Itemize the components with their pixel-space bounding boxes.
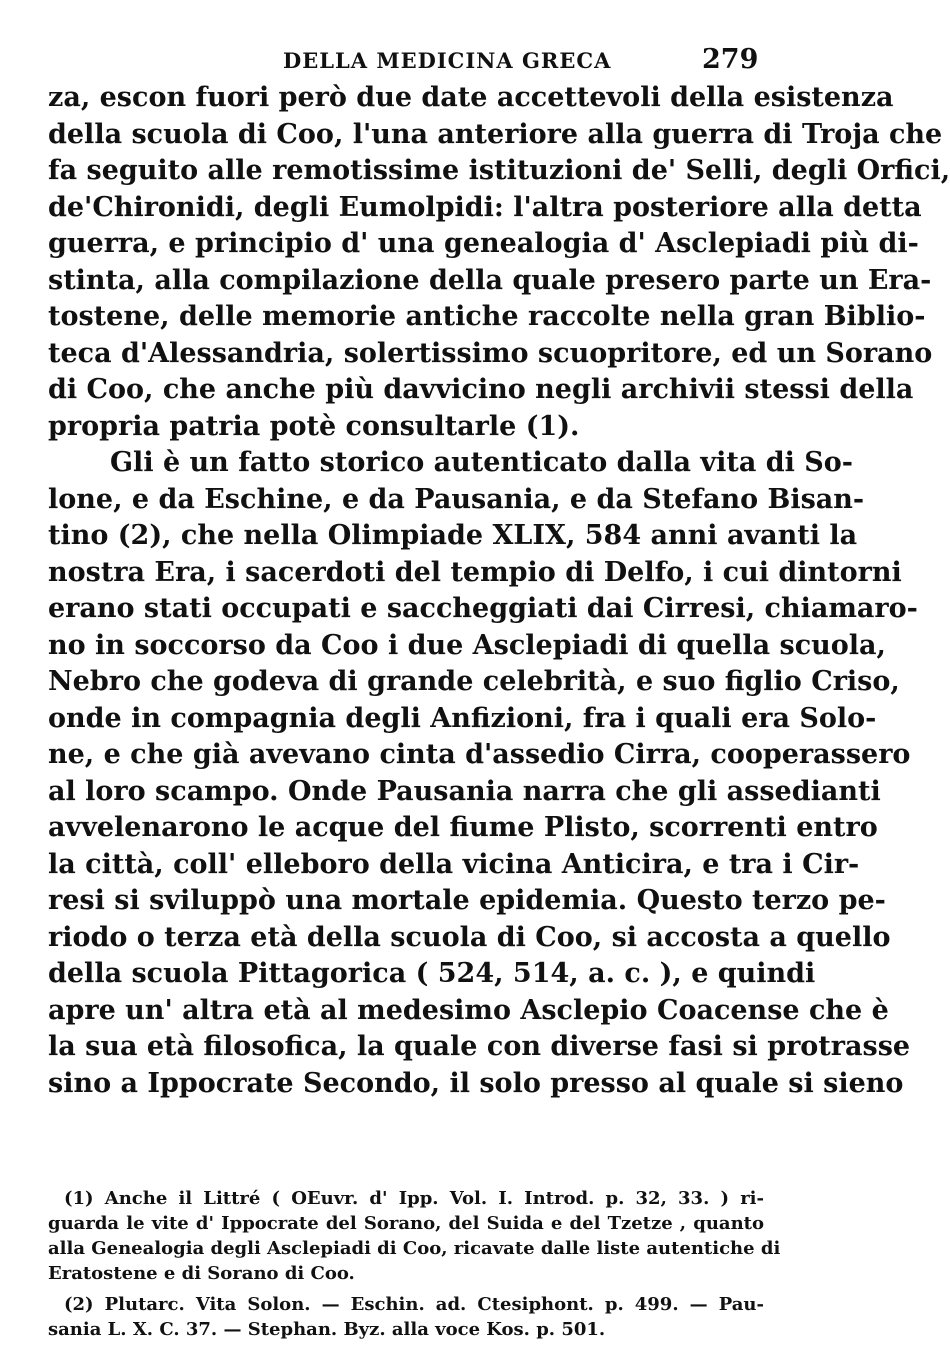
text-line: sino a Ippocrate Secondo, il solo presso al quale si sieno — [48, 1067, 904, 1099]
page-header — [0, 44, 800, 84]
text-line: tino (2), che nella Olimpiade XLIX, 584 anni avanti la — [48, 520, 858, 551]
text-line: onde in compagnia degli Anfizioni, fra i quali era Solo- — [48, 702, 877, 734]
footnote-line: Eratostene e di Sorano di Coo. — [48, 1263, 355, 1284]
text-line: teca d'Alessandria, solertissimo scuopritore, ed un Sorano — [48, 337, 933, 369]
footnote-line: sania L. X. C. 37. — Stephan. Byz. alla voce Kos. p. 501. — [48, 1319, 606, 1340]
text-line: al loro scampo. Onde Pausania narra che gli assedianti — [48, 775, 881, 807]
footnotes — [48, 1186, 781, 1342]
text-line: lone, e da Eschine, e da Pausania, e da Stefano Bisan- — [48, 483, 865, 515]
text-line: della scuola di Coo, l'una anteriore alla guerra di Troja che — [48, 118, 943, 150]
text-line: Gli è un fatto storico autenticato dalla vita di So- — [110, 447, 853, 478]
text-line: za, escon fuori però due date accettevoli della esistenza — [48, 82, 894, 113]
text-line: fa seguito alle remotissime istituzioni de' Selli, degli Orfici, — [48, 155, 950, 186]
text-line: resi si sviluppò una mortale epidemia. Questo terzo pe- — [48, 885, 886, 916]
text-line: nostra Era, i sacerdoti del tempio di Delfo, i cui dintorni — [48, 556, 902, 588]
text-line: propria patria potè consultarle (1). — [48, 410, 580, 442]
text-line: della scuola Pittagorica ( 524, 514, a. c. ), e quindi — [48, 958, 816, 989]
footnote-line: alla Genealogia degli Asclepiadi di Coo, ricavate dalle liste autentiche di — [48, 1238, 781, 1259]
text-line: stinta, alla compilazione della quale presero parte un Era- — [48, 264, 932, 296]
footnote-line: guarda le vite d' Ippocrate del Sorano, del Suida e del Tzetze , quanto — [48, 1213, 764, 1234]
text-line: la città, coll' elleboro della vicina Anticira, e tra i Cir- — [48, 848, 860, 880]
text-line: avvelenarono le acque del fiume Plisto, scorrenti entro — [48, 812, 878, 843]
text-line: la sua età filosofica, la quale con diverse fasi si protrasse — [48, 1031, 911, 1062]
text-line: tostene, delle memorie antiche raccolte nella gran Biblio- — [48, 301, 926, 332]
running-head: DELLA MEDICINA GRECA — [283, 48, 612, 73]
footnote-line: (1) Anche il Littré ( OEuvr. d' Ipp. Vol. I. Introd. p. 32, 33. ) ri- — [64, 1188, 764, 1209]
footnote-line: (2) Plutarc. Vita Solon. — Eschin. ad. Ctesiphont. p. 499. — Pau- — [64, 1294, 764, 1315]
page-number: 279 — [702, 44, 759, 75]
text-line: guerra, e principio d' una genealogia d' Asclepiadi più di- — [48, 228, 919, 259]
main-text — [48, 80, 950, 1102]
text-line: di Coo, che anche più davvicino negli archivii stessi della — [48, 374, 914, 405]
text-line: no in soccorso da Coo i due Asclepiadi di quella scuola, — [48, 629, 886, 661]
text-line: apre un' altra età al medesimo Asclepio Coacense che è — [48, 994, 889, 1026]
text-line: ne, e che già avevano cinta d'assedio Cirra, cooperassero — [48, 739, 911, 770]
text-line: Nebro che godeva di grande celebrità, e suo figlio Criso, — [48, 666, 900, 697]
text-line: de'Chironidi, degli Eumolpidi: l'altra posteriore alla detta — [48, 191, 922, 223]
text-line: riodo o terza età della scuola di Coo, si accosta a quello — [48, 921, 891, 953]
text-line: erano stati occupati e saccheggiati dai Cirresi, chiamaro- — [48, 593, 918, 624]
